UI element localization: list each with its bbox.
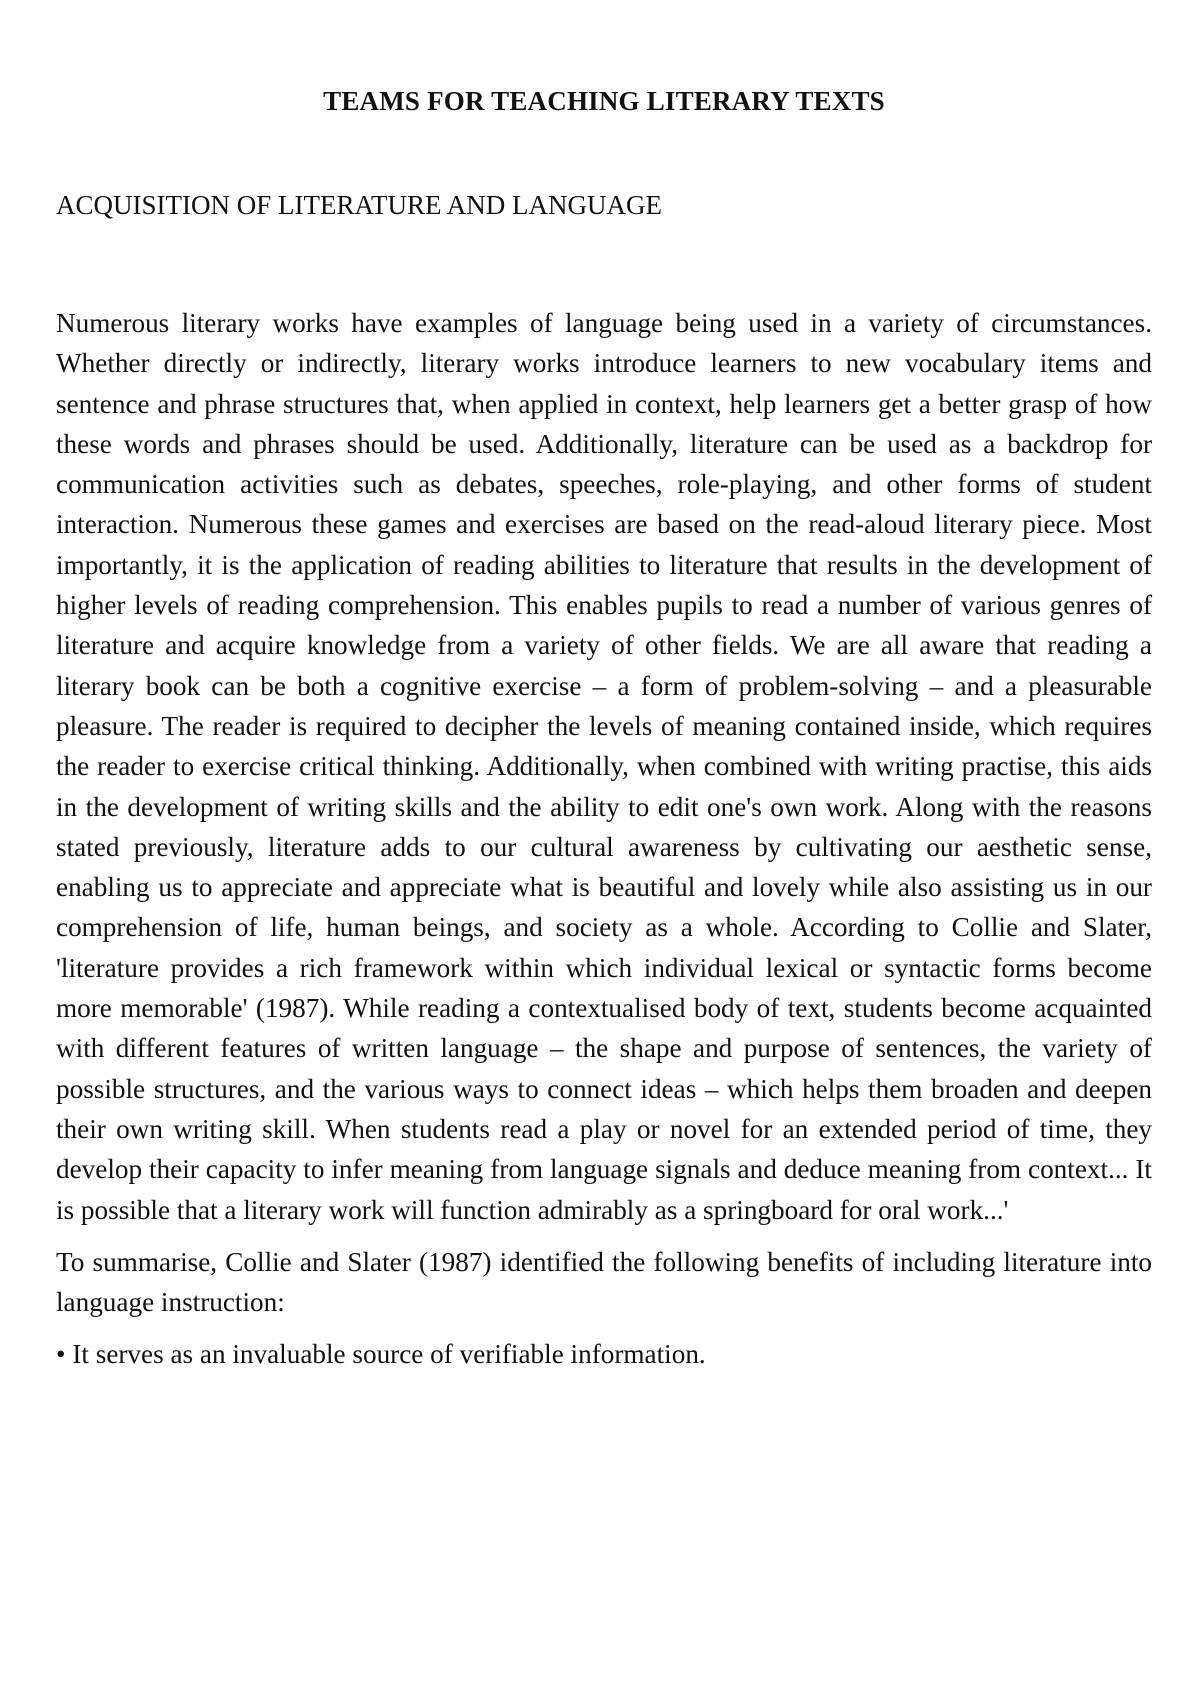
section-heading: ACQUISITION OF LITERATURE AND LANGUAGE <box>56 190 662 220</box>
document-title: TEAMS FOR TEACHING LITERARY TEXTS <box>323 86 885 116</box>
list-item <box>56 1334 1152 1374</box>
list-item-text: It serves as an invaluable source of verifiable information. <box>65 1339 706 1370</box>
document-page <box>56 84 1152 1375</box>
body-paragraph-1: Numerous literary works have examples of language being used in a variety of circumstances. Whether directly or indirectly, literary works introduce learners to new vocabulary items and sentence and phrase structures that, when applied in context, help learners get a better grasp of how these words and phrases should be used. Additionally, literature can be used as a backdrop for communication activities such as debates, speeches, role-playing, and other forms of student interaction. Numerous these games and exercises are based on the read-aloud literary piece. Most importantly, it is the application of reading abilities to literature that results in the development of higher levels of reading comprehension. This enables pupils to read a number of various genres of literature and acquire knowledge from a variety of other fields. We are all aware that reading a literary book can be both a cognitive exercise – a form of problem-solving – and a pleasurable pleasure. The reader is required to decipher the levels of meaning contained inside, which requires the reader to exercise critical thinking. Additionally, when combined with writing practise, this aids in the development of writing skills and the ability to edit one's own work. Along with the reasons stated previously, literature adds to our cultural awareness by cultivating our aesthetic sense, enabling us to appreciate and appreciate what is beautiful and lovely while also assisting us in our comprehension of life, human beings, and society as a whole. According to Collie and Slater, 'literature provides a rich framework within which individual lexical or syntactic forms become more memorable' (1987). While reading a contextualised body of text, students become acquainted with different features of written language – the shape and purpose of sentences, the variety of possible structures, and the various ways to connect ideas – which helps them broaden and deepen their own writing skill. When students read a play or novel for an extended period of time, they develop their capacity to infer meaning from language signals and deduce meaning from context... It is possible that a literary work will function admirably as a springboard for oral work...' <box>56 308 1152 1225</box>
bullet-icon: • <box>56 1339 66 1370</box>
body-paragraph-2: To summarise, Collie and Slater (1987) identified the following benefits of including literature into language instruction: <box>56 1246 1152 1318</box>
benefits-list <box>56 1334 1152 1374</box>
